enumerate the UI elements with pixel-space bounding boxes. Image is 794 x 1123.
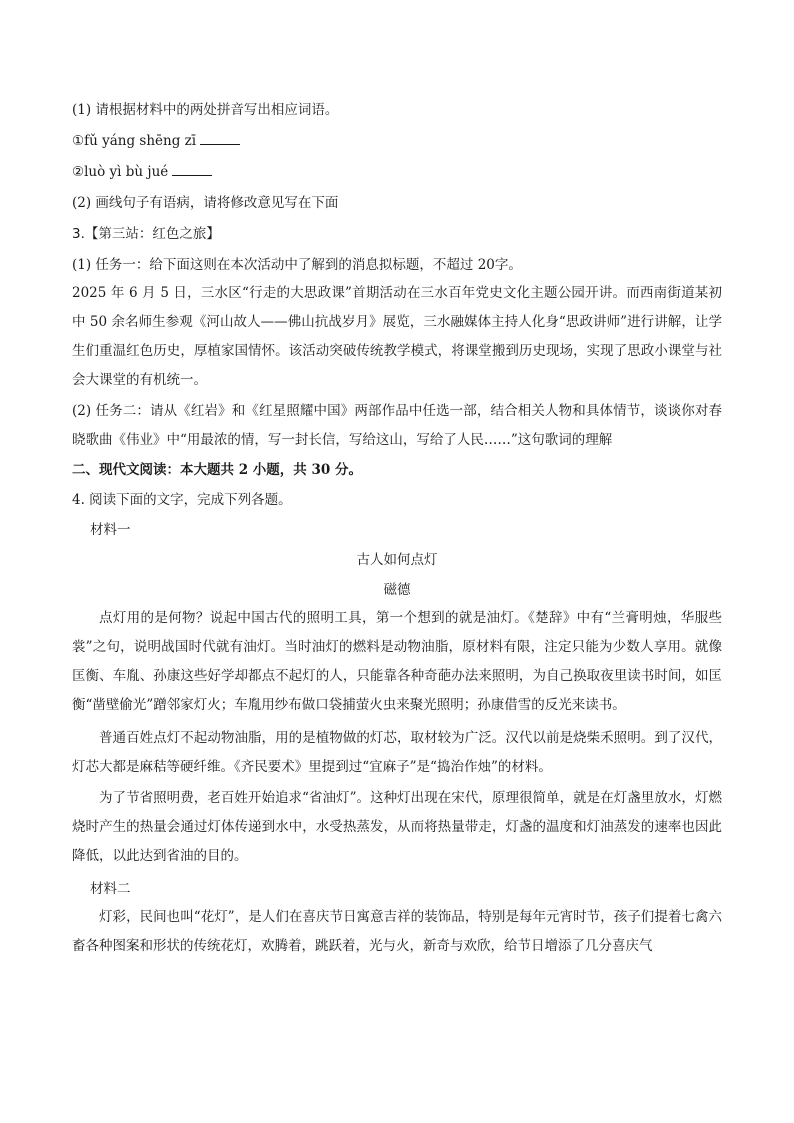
q4-prompt: 4. 阅读下面的文字，完成下列各题。 [72, 492, 292, 508]
article-paragraph-3: 为了节省照明费，老百姓开始追求“省油灯”。这种灯出现在宋代，原理很简单，就是在灯盏里放水，灯燃烧时产生的热量会通过灯体传递到水中，水受热蒸发，从而将热量带走，灯盏的温度和灯油蒸发的速率也因此降低，以此达到省油的目的。 [72, 790, 722, 864]
section2-heading: 二、现代文阅读：本大题共 2 小题，共 30 分。 [72, 462, 362, 478]
station3-heading: 3.【第三站：红色之旅】 [72, 226, 220, 242]
material2-paragraph: 灯彩，民间也叫“花灯”，是人们在喜庆节日寓意吉祥的装饰品，特别是每年元宵时节，孩子们提着七禽六畜各种图案和形状的传统花灯，欢腾着，跳跃着，光与火，新奇与欢欣，给节日增添了几分喜庆气 [72, 909, 722, 954]
document-page [72, 96, 722, 961]
q1-prompt: (1) 请根据材料中的两处拼音写出相应词语。 [72, 102, 339, 118]
material1-label: 材料一 [90, 522, 131, 538]
article-paragraph-2: 普通百姓点灯不起动物油脂，用的是植物做的灯芯，取材较为广泛。汉代以前是烧柴禾照明。到了汉代，灯芯大都是麻秸等硬纤维。《齐民要术》里提到过“宜麻子”是“捣治作烛”的材料。 [72, 730, 722, 775]
article-author: 磁德 [383, 582, 411, 598]
news-paragraph: 2025 年 6 月 5 日，三水区“行走的大思政课”首期活动在三水百年党史文化主题公园开讲。而西南街道某初中 50 余名师生参观《河山故人——佛山抗战岁月》展览，三水融媒体主持人化身“思政讲师”进行讲解，让学生们重温红色历史，厚植家国情怀。该活动突破传统教学模式，将课堂搬到历史现场，实现了思政小课堂与社会大课堂的有机统一。 [72, 285, 722, 388]
article-title: 古人如何点灯 [356, 552, 438, 568]
q2-prompt: (2) 画线句子有语病，请将修改意见写在下面 [72, 195, 339, 211]
task2-prompt: (2) 任务二：请从《红岩》和《红星照耀中国》两部作品中任选一部，结合相关人物和具体情节，谈谈你对春晓歌曲《伟业》中“用最浓的情，写一封长信，写给这山，写给了人民……”这句歌词的理解 [72, 403, 722, 448]
task1-prompt: (1) 任务一：给下面这则在本次活动中了解到的消息拟标题，不超过 20字。 [72, 257, 522, 273]
q1-item1 [72, 131, 722, 151]
article-paragraph-1: 点灯用的是何物？说起中国古代的照明工具，第一个想到的就是油灯。《楚辞》中有“兰膏明烛，华服些裳”之句，说明战国时代就有油灯。当时油灯的燃料是动物油脂，原材料有限，注定只能为少数人享用。就像匡衡、车胤、孙康这些好学却都点不起灯的人，只能靠各种奇葩办法来照明，为自己换取夜里读书时间，如匡衡“凿壁偷光”蹭邻家灯火；车胤用纱布做口袋捕萤火虫来聚光照明；孙康借雪的反光来读书。 [72, 610, 722, 713]
pinyin-2: ②luò yì bù jué [72, 164, 169, 180]
q1-item2 [72, 162, 722, 182]
material2-label: 材料二 [90, 881, 131, 897]
answer-blank-1[interactable] [200, 132, 240, 145]
pinyin-1: ①fǔ yáng shēng zī [72, 133, 197, 149]
answer-blank-2[interactable] [172, 163, 212, 176]
